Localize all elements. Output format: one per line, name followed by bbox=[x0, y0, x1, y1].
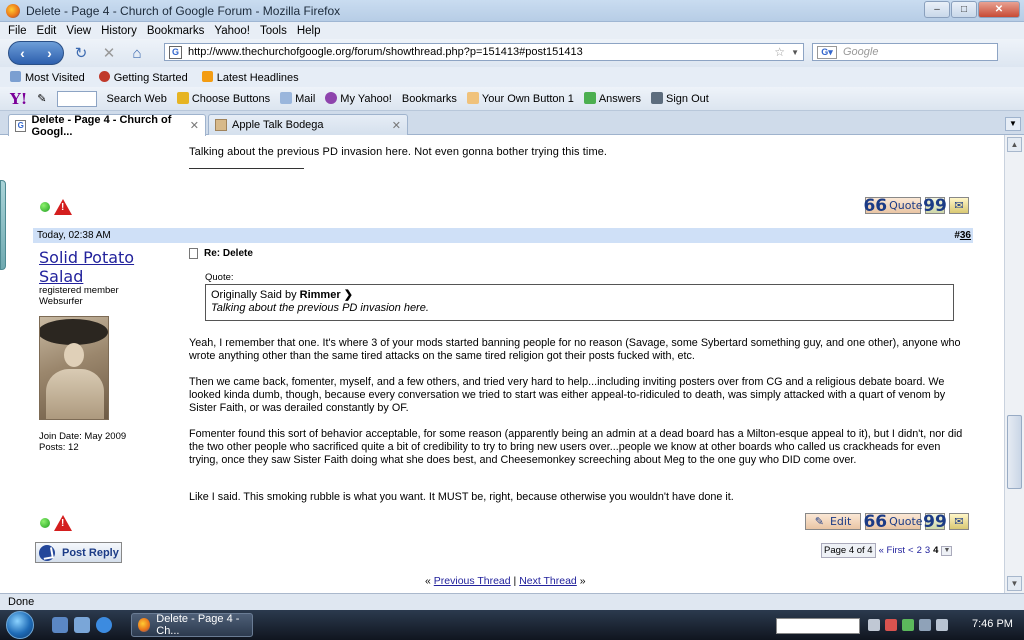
title-bar bbox=[0, 0, 1024, 22]
bookmark-getting-started[interactable] bbox=[99, 71, 188, 84]
taskbar-firefox-window[interactable] bbox=[131, 613, 253, 637]
tab-list-icon[interactable]: ▼ bbox=[1005, 117, 1021, 131]
report-post-icon[interactable] bbox=[54, 199, 72, 215]
quote-by-prefix: Originally Said by bbox=[211, 289, 297, 301]
navigation-toolbar bbox=[0, 39, 1024, 67]
post-number-prefix: # bbox=[954, 230, 960, 241]
windows-logo-icon bbox=[6, 611, 34, 639]
yahoo-toolbar bbox=[0, 87, 1024, 111]
system-clock[interactable]: 7:46 PM bbox=[972, 618, 1013, 630]
tray-power-icon[interactable] bbox=[936, 619, 948, 631]
close-tab-icon[interactable]: ✕ bbox=[391, 119, 401, 132]
multi-quote-button[interactable] bbox=[925, 197, 945, 214]
post-paragraph: Like I said. This smoking rubble is what you want. It MUST be, right, because otherwise you wouldn't have done it. bbox=[189, 491, 734, 503]
mail-icon bbox=[280, 92, 292, 104]
start-button[interactable] bbox=[0, 610, 40, 640]
maximize-button[interactable]: □ bbox=[951, 1, 977, 18]
toolbar-label: Your Own Button 1 bbox=[481, 93, 574, 105]
post-icon bbox=[189, 248, 198, 259]
pagination bbox=[821, 543, 952, 558]
current-page: 4 bbox=[933, 545, 939, 556]
close-button[interactable]: ✕ bbox=[978, 1, 1020, 18]
yahoo-my-yahoo[interactable] bbox=[325, 92, 392, 105]
post-reply-button[interactable] bbox=[35, 542, 122, 563]
previous-thread-link[interactable]: Previous Thread bbox=[433, 575, 511, 587]
post-title-text: Re: Delete bbox=[204, 248, 253, 259]
prev-page-link[interactable]: < bbox=[908, 545, 914, 556]
tab-apple-talk[interactable] bbox=[208, 114, 408, 135]
menu-view[interactable]: View bbox=[66, 24, 92, 37]
bookmark-star-icon[interactable]: ☆ bbox=[774, 45, 785, 59]
bookmark-label: Getting Started bbox=[113, 71, 188, 84]
apple-talk-favicon bbox=[215, 119, 227, 131]
quote-author: Rimmer bbox=[299, 289, 341, 301]
yahoo-answers[interactable] bbox=[584, 92, 641, 105]
post-number[interactable] bbox=[954, 230, 971, 241]
bookmark-label: Most Visited bbox=[25, 71, 85, 84]
user-stats bbox=[39, 431, 126, 453]
post-header bbox=[33, 228, 973, 243]
page-link-2[interactable]: 2 bbox=[916, 545, 922, 556]
avatar-dress bbox=[46, 369, 104, 420]
site-favicon: G bbox=[169, 46, 182, 59]
menu-edit[interactable]: Edit bbox=[36, 24, 57, 37]
multi-quote-icon: 99 bbox=[923, 195, 947, 216]
user-avatar[interactable] bbox=[39, 316, 109, 420]
quote-label: Quote bbox=[889, 199, 923, 212]
answers-icon bbox=[584, 92, 596, 104]
edit-label: Edit bbox=[829, 515, 852, 528]
forward-icon[interactable]: › bbox=[47, 45, 52, 61]
url-bar[interactable] bbox=[164, 43, 804, 61]
menu-tools[interactable]: Tools bbox=[260, 24, 287, 37]
firefox-icon bbox=[138, 618, 150, 632]
quick-reply-icon: ✉ bbox=[954, 515, 964, 528]
post-paragraph: Then we came back, fomenter, myself, and a few others, and tried very hard to help...including inviting posters over from CG and a religious debate board. We looked kinda dumb, though, because every conversation we tried to start was either appeal-to-ridiculed to death, was simply attacked with a quart of venom by Sister Faith, or was derailed constantly by OF. bbox=[189, 376, 946, 414]
tray-security-icon[interactable] bbox=[885, 619, 897, 631]
multi-quote-button[interactable] bbox=[925, 513, 945, 530]
toolbar-label: Answers bbox=[598, 93, 642, 105]
avatar-hat bbox=[39, 319, 108, 345]
edit-button[interactable] bbox=[805, 513, 861, 530]
google-favicon: G bbox=[15, 120, 26, 132]
scroll-up-icon[interactable]: ▲ bbox=[1007, 137, 1022, 152]
user-rank: registered member bbox=[39, 285, 119, 296]
user-title: Websurfer bbox=[39, 296, 83, 307]
most-visited-icon bbox=[10, 71, 21, 82]
search-engine-icon[interactable]: G▾ bbox=[817, 46, 837, 59]
toolbar-label: Choose Buttons bbox=[191, 93, 271, 105]
yahoo-mail[interactable] bbox=[280, 92, 315, 105]
post-reply-label: Post Reply bbox=[62, 546, 119, 559]
post-paragraph: Fomenter found this sort of behavior acceptable, for some reason (apparently being an admin at a dead board has a Milton-esque appeal to it), but I didn't, nor did the two other people who sacrificed quite a bit of credibility to try to bring new users over...people we know at other boards who called us crackheads for even trying, once they saw Sister Faith doing what she does best, and Cheesemonkey screeching about Meg to the one guy who DID come over. bbox=[189, 428, 963, 466]
quote-mark-icon: 66 bbox=[863, 511, 888, 532]
rss-icon bbox=[202, 71, 213, 82]
yahoo-search-input[interactable] bbox=[57, 91, 97, 107]
tray-expand-icon[interactable] bbox=[868, 619, 880, 631]
choose-buttons-icon bbox=[177, 92, 189, 104]
avatar-face bbox=[64, 343, 84, 367]
quote-text: Talking about the previous PD invasion here. bbox=[211, 302, 429, 314]
bookmark-label: Latest Headlines bbox=[216, 71, 299, 84]
getting-started-icon bbox=[99, 71, 110, 82]
scroll-thumb[interactable] bbox=[1007, 415, 1022, 489]
quick-reply-button[interactable] bbox=[949, 197, 969, 214]
menu-help[interactable]: Help bbox=[296, 24, 321, 37]
status-text: Done bbox=[8, 596, 35, 608]
hand-icon bbox=[467, 92, 479, 104]
username-link[interactable]: Solid Potato Salad bbox=[39, 248, 135, 286]
tab-label: Apple Talk Bodega bbox=[232, 119, 324, 131]
toolbar-label: Mail bbox=[295, 93, 316, 105]
taskbar-search-input[interactable] bbox=[776, 618, 860, 634]
search-box[interactable] bbox=[812, 43, 998, 61]
online-status-icon bbox=[40, 518, 50, 528]
yahoo-search-web[interactable]: Search Web bbox=[106, 92, 167, 105]
window-controls bbox=[924, 1, 1020, 18]
tab-label: Delete - Page 4 - Church of Googl... bbox=[31, 113, 172, 138]
windows-taskbar bbox=[0, 610, 1024, 640]
tray-network-icon[interactable] bbox=[902, 619, 914, 631]
menu-file[interactable]: File bbox=[8, 24, 27, 37]
thread-navigation: « Previous Thread | Next Thread » bbox=[425, 575, 586, 587]
yahoo-own-button[interactable] bbox=[467, 92, 574, 105]
quick-reply-button[interactable] bbox=[949, 513, 969, 530]
page-link-3[interactable]: 3 bbox=[924, 545, 931, 556]
quote-mark-icon: 66 bbox=[863, 195, 888, 216]
quick-launch bbox=[52, 617, 112, 633]
multi-quote-icon: 99 bbox=[923, 511, 947, 532]
yahoo-choose-buttons[interactable] bbox=[177, 92, 270, 105]
quote-button[interactable] bbox=[865, 197, 921, 214]
quote-box bbox=[205, 284, 954, 321]
window-title: Delete - Page 4 - Church of Google Forum - Mozilla Firefox bbox=[26, 3, 341, 18]
home-icon[interactable]: ⌂ bbox=[132, 44, 142, 62]
yahoo-bookmarks[interactable]: Bookmarks bbox=[401, 92, 457, 105]
post-paragraph: Yeah, I remember that one. It's where 3 of your mods started banning people for no reason (Savage, some Sybertard something guy, and one other), anyone who wrote anything other than the same tired attacks on the same tired religion got their posts fucked with, etc. bbox=[189, 337, 961, 362]
bookmark-latest-headlines[interactable] bbox=[202, 71, 299, 84]
minimize-button[interactable]: – bbox=[924, 1, 950, 18]
reply-icon bbox=[39, 545, 55, 561]
page-content bbox=[0, 135, 1004, 593]
yahoo-logo[interactable]: Y! bbox=[10, 89, 28, 108]
page-count: Page 4 of 4 bbox=[821, 543, 876, 558]
quick-reply-icon: ✉ bbox=[954, 199, 964, 212]
stop-icon[interactable]: ✕ bbox=[102, 45, 116, 62]
next-thread-link[interactable]: Next Thread bbox=[519, 575, 577, 587]
user-join-date: Join Date: May 2009 bbox=[39, 431, 127, 442]
back-icon[interactable]: ‹ bbox=[20, 45, 25, 61]
post-permalink[interactable]: 36 bbox=[959, 230, 971, 241]
sign-out-icon bbox=[651, 92, 663, 104]
status-bar bbox=[0, 593, 1024, 610]
menu-bar bbox=[0, 22, 1024, 39]
tab-bar bbox=[0, 111, 1024, 138]
close-tab-icon[interactable]: ✕ bbox=[189, 120, 199, 132]
switch-windows-icon[interactable] bbox=[74, 617, 90, 633]
quote-attribution bbox=[211, 289, 948, 302]
previous-post-text: Talking about the previous PD invasion here. Not even gonna bother trying this time. bbox=[189, 146, 608, 158]
pencil-icon[interactable]: ✎ bbox=[37, 93, 47, 105]
bookmarks-toolbar bbox=[0, 67, 1024, 87]
first-page-link[interactable]: « First bbox=[878, 545, 905, 556]
quote-button[interactable] bbox=[865, 513, 921, 530]
quote-label: Quote bbox=[889, 515, 923, 528]
user-titles bbox=[39, 285, 119, 307]
back-forward-buttons bbox=[8, 41, 64, 65]
search-placeholder[interactable]: Google bbox=[843, 46, 879, 58]
url-dropdown-icon[interactable]: ▼ bbox=[791, 47, 799, 57]
menu-yahoo[interactable]: Yahoo! bbox=[214, 24, 250, 37]
yahoo-sign-out[interactable] bbox=[651, 92, 709, 105]
post-date: Today, 02:38 AM bbox=[37, 230, 111, 241]
scroll-down-icon[interactable]: ▼ bbox=[1007, 576, 1022, 591]
view-post-icon[interactable]: ❯ bbox=[343, 289, 353, 301]
vertical-scrollbar[interactable] bbox=[1004, 135, 1024, 593]
bookmark-most-visited[interactable] bbox=[10, 71, 85, 84]
tray-volume-icon[interactable] bbox=[919, 619, 931, 631]
tab-delete-page[interactable] bbox=[8, 114, 206, 136]
system-tray bbox=[868, 619, 948, 631]
post-title bbox=[189, 248, 253, 259]
quote-label: Quote: bbox=[205, 272, 234, 283]
toolbar-label: My Yahoo! bbox=[340, 93, 392, 105]
menu-bookmarks[interactable]: Bookmarks bbox=[146, 24, 205, 37]
signature-divider bbox=[189, 168, 304, 169]
sidebar-handle[interactable] bbox=[0, 180, 6, 270]
toolbar-label: Sign Out bbox=[666, 93, 709, 105]
page-jump-icon[interactable]: ▼ bbox=[941, 546, 952, 556]
edit-icon: ✎ bbox=[814, 515, 824, 528]
url-text[interactable]: http://www.thechurchofgoogle.org/forum/showthread.php?p=151413#post151413 bbox=[188, 46, 583, 58]
menu-history[interactable]: History bbox=[101, 24, 137, 37]
show-desktop-icon[interactable] bbox=[52, 617, 68, 633]
user-post-count: Posts: 12 bbox=[39, 442, 79, 453]
online-status-icon bbox=[40, 202, 50, 212]
firefox-icon bbox=[6, 4, 20, 18]
my-yahoo-icon bbox=[325, 92, 337, 104]
internet-explorer-icon[interactable] bbox=[96, 617, 112, 633]
report-post-icon[interactable] bbox=[54, 515, 72, 531]
reload-icon[interactable]: ↻ bbox=[74, 45, 88, 62]
taskbar-window-label: Delete - Page 4 - Ch... bbox=[156, 613, 240, 637]
